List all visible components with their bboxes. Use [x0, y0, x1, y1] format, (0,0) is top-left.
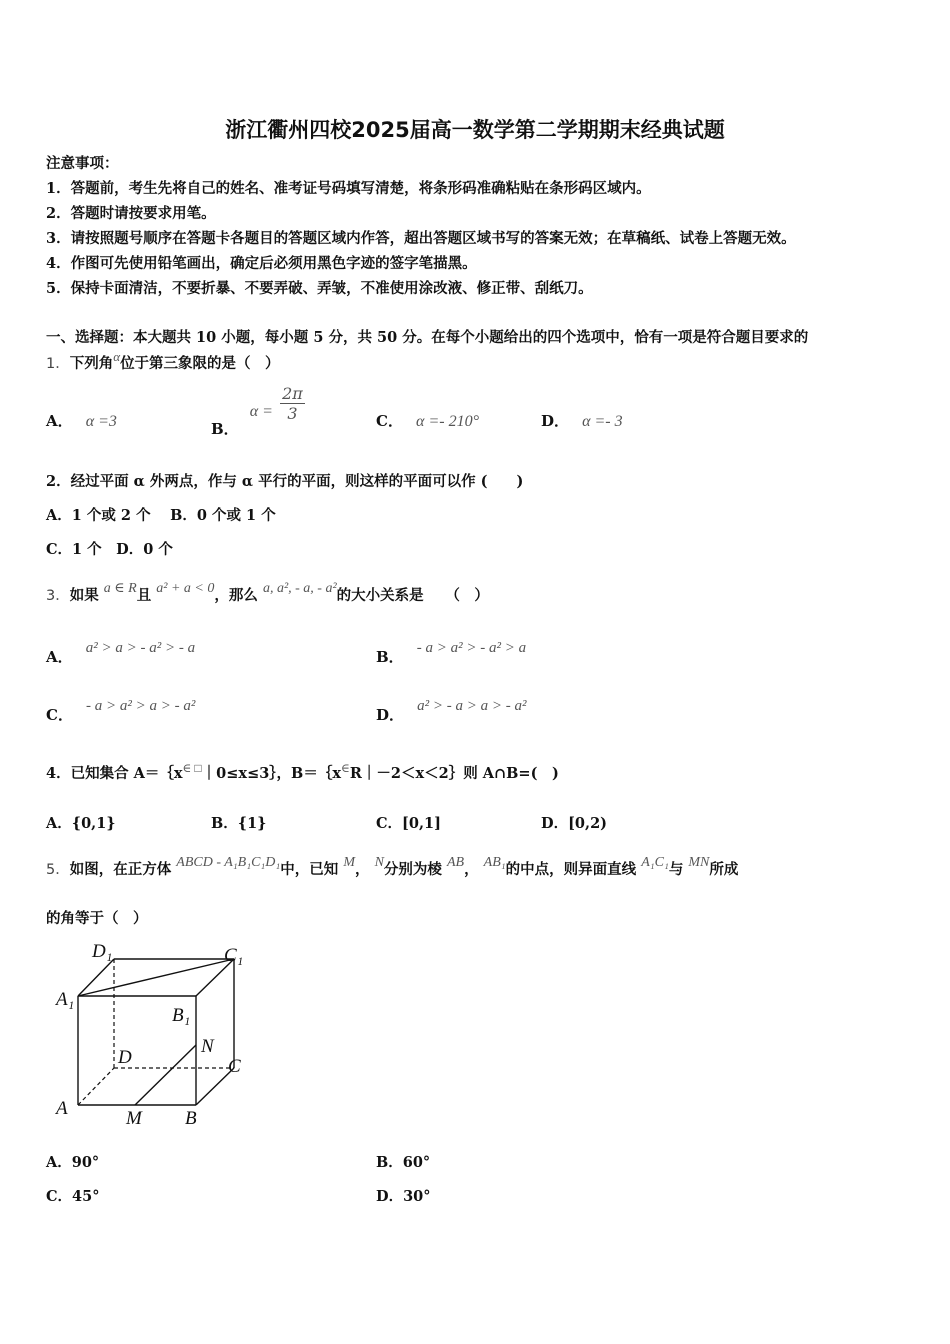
q1-option-d[interactable] [541, 410, 623, 431]
note-item-4: 4．作图可先使用铅笔画出，确定后必须用黑色字迹的签字笔描黑。 [46, 255, 477, 272]
q4-option-c[interactable]: C．[0,1] [376, 815, 441, 832]
q3-option-a[interactable] [46, 636, 196, 666]
q1-b-numerator: 2π [282, 384, 303, 403]
q5-A1C1: A₁C₁ [641, 855, 669, 870]
q3-value-c: - a > a² > a > - a² [86, 698, 196, 714]
hidden-edge-AD [78, 1068, 114, 1105]
segment-A1C1 [78, 959, 234, 996]
q5-t2: 分别为棱 [383, 861, 442, 878]
q5-t3: 的中点，则异面直线 [505, 861, 637, 878]
q1-option-a[interactable] [46, 410, 117, 431]
q1-label-c: C． [376, 412, 403, 430]
question-3-stem [46, 581, 489, 605]
question-5-stem [46, 855, 739, 879]
label-C: C [228, 1056, 241, 1077]
note-item-1: 1．答题前，考生先将自己的姓名、准考证号码填写清楚，将条形码准确粘贴在条形码区域内。 [46, 180, 651, 197]
q5-cube: ABCD - A₁B₁C₁D₁ [176, 855, 281, 870]
q5-AB: AB [446, 855, 465, 870]
q4-stem-b: ｜0≤x≤3｝，B＝｛x [201, 765, 341, 782]
label-M: M [126, 1108, 142, 1129]
q3-label-c: C． [46, 706, 73, 724]
q1-value-a: α =3 [85, 413, 117, 430]
q4-stem-c: R｜－2＜x＜2｝则 A∩B=( ) [349, 765, 559, 782]
q3-post: 的大小关系是 （ ） [336, 587, 489, 604]
q5-pre: 如图，在正方体 [69, 861, 172, 878]
label-N: N [201, 1036, 214, 1057]
segment-MN [135, 1045, 196, 1105]
q3-number: 3． [46, 588, 70, 604]
q1-value-c: α =- 210° [416, 413, 479, 430]
q4-option-b[interactable]: B．{1} [211, 815, 267, 832]
q3-mid: 且 [136, 587, 152, 604]
q3-value-b: - a > a² > - a² > a [416, 640, 527, 656]
note-item-3: 3．请按照题号顺序在答题卡各题目的答题区域内作答，超出答题区域书写的答案无效；在草稿纸、试卷上答题无效。 [46, 230, 796, 247]
q3-option-c[interactable] [46, 694, 196, 724]
q5-MN: MN [688, 855, 710, 870]
q5-N: N [374, 855, 384, 870]
label-A1: A₁ [56, 989, 75, 1010]
q3-value-d: a² > - a > a > - a² [417, 698, 527, 714]
q1-post: 位于第三象限的是（ ） [120, 355, 280, 372]
q2-options-ab[interactable]: A．1 个或 2 个 B．0 个或 1 个 [46, 507, 276, 524]
q3-pre: 如果 [69, 587, 99, 604]
q5-comma2: ， [464, 861, 479, 878]
label-B1: B₁ [172, 1005, 191, 1026]
question-1-stem [46, 349, 280, 373]
label-C1: C₁ [224, 945, 244, 966]
section-heading: 一、选择题：本大题共 10 小题，每小题 5 分，共 50 分。在每个小题给出的四个选项中，恰有一项是符合题目要求的 [46, 329, 809, 346]
q1-number: 1． [46, 356, 70, 372]
q1-option-b[interactable] [211, 384, 305, 438]
q5-t1: 中，已知 [280, 861, 339, 878]
q4-option-d[interactable]: D．[0,2) [541, 815, 608, 832]
q1-value-b-fraction [280, 384, 305, 423]
q3-label-d: D． [376, 706, 405, 724]
q3-set: a, a², - a, - a² [262, 581, 337, 596]
q2-options-cd[interactable]: C．1 个 D．0 个 [46, 541, 173, 558]
q3-label-b: B． [376, 648, 404, 666]
label-A: A [56, 1098, 68, 1119]
q5-number: 5． [46, 862, 70, 878]
cube-figure [46, 935, 266, 1135]
q3-cond1: a ∈ R [103, 581, 137, 596]
note-item-5: 5．保持卡面清洁，不要折暴、不要弄破、弄皱，不准使用涂改液、修正带、刮纸刀。 [46, 280, 593, 297]
q3-cond2: a² + a < 0 [156, 581, 215, 596]
q1-label-d: D． [541, 412, 570, 430]
q1-label-b: B． [211, 420, 239, 438]
q5-M: M [343, 855, 356, 870]
edge-A1D1 [78, 959, 114, 996]
question-2-stem: 2．经过平面 α 外两点，作与 α 平行的平面，则这样的平面可以作 ( ) [46, 473, 524, 490]
question-4-stem [46, 762, 559, 783]
q5-option-a[interactable]: A．90° [46, 1154, 100, 1171]
q5-option-c[interactable]: C．45° [46, 1188, 100, 1205]
q3-value-a: a² > a > - a² > - a [85, 640, 196, 656]
q1-option-c[interactable] [376, 410, 479, 431]
q5-AB1: AB₁ [483, 855, 506, 870]
note-item-2: 2．答题时请按要求用笔。 [46, 205, 216, 222]
q4-stem-a: 4．已知集合 A＝｛x [46, 765, 183, 782]
q4-symbol: ∈ □ [182, 761, 202, 775]
page-title: 浙江衢州四校2025届高一数学第二学期期末经典试题 [225, 118, 725, 142]
q5-t4: 与 [668, 861, 684, 878]
q5-option-d[interactable]: D．30° [376, 1188, 431, 1205]
label-B: B [185, 1108, 197, 1129]
q4-symbol-2: ∈ [340, 761, 350, 775]
q1-label-a: A． [46, 412, 73, 430]
label-D: D [118, 1047, 132, 1068]
q1-value-b-lhs: α = [249, 403, 273, 420]
notes-heading: 注意事项： [46, 155, 119, 172]
q5-option-b[interactable]: B．60° [376, 1154, 431, 1171]
q3-option-d[interactable] [376, 694, 527, 724]
q3-option-b[interactable] [376, 636, 527, 666]
q5-t5: 所成 [709, 861, 739, 878]
label-D1: D₁ [92, 941, 113, 962]
q3-mid2: ，那么 [214, 587, 258, 604]
q5-stem-line2: 的角等于（ ） [46, 910, 148, 927]
q1-alpha: α [113, 349, 121, 364]
q4-option-a[interactable]: A．{0,1} [46, 815, 116, 832]
q1-value-d: α =- 3 [582, 413, 623, 430]
q1-pre: 下列角 [69, 355, 114, 372]
q1-b-denominator: 3 [287, 404, 298, 423]
q5-comma: ， [355, 861, 370, 878]
q3-label-a: A． [46, 648, 73, 666]
